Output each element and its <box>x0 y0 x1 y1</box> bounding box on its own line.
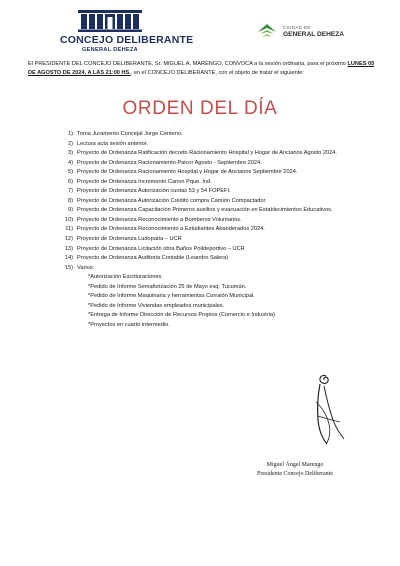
agenda-item-number: 7) <box>67 188 73 195</box>
agenda-item-number: 15) <box>64 264 73 271</box>
agenda-item-number: 6) <box>67 178 73 185</box>
agenda-item <box>62 225 384 235</box>
intro-text-start: El PRESIDENTE DEL CONCEJO DELIBERANTE, Sr. MIGUEL A. MARENGO, CONVOCA a la sesión ordinaria, para el próximo <box>28 61 348 67</box>
agenda-item-number: 14) <box>64 255 73 262</box>
agenda-item <box>62 235 384 245</box>
agenda-item <box>62 168 384 178</box>
varios-item <box>62 311 384 321</box>
agenda-item-text: Proyecto de Ordenanza Racionamiento Paicor Agosto - Septiembre 2024. <box>77 159 262 166</box>
agenda-item-number: 8) <box>67 197 73 204</box>
agenda-item-number: 1) <box>67 131 73 137</box>
varios-item-text: *Entrega de Informe Dirección de Recursos Propios (Comercio e Industria) <box>88 312 275 319</box>
agenda-item <box>62 264 384 274</box>
agenda-item-text: Lectura acta sesión anterior. <box>77 140 148 147</box>
agenda-item-number: 9) <box>67 207 73 214</box>
agenda-item-text: Proyecto de Ordenanza Racionamiento Hospital y Hogar de Ancianos Septiembre 2024. <box>77 169 298 176</box>
city-emblem-icon <box>257 23 277 41</box>
varios-item <box>62 302 384 312</box>
agenda-item <box>62 140 384 150</box>
agenda-item-text: Proyecto de Ordenanza Capacitación Primeros auxilios y evacuación en Establecimientos Educativos. <box>77 207 333 214</box>
agenda-item <box>62 197 384 207</box>
signatory-name: Miguel Ángel Marengo <box>266 462 324 468</box>
agenda-item <box>62 216 384 226</box>
agenda-item <box>62 206 384 216</box>
varios-item <box>62 292 384 302</box>
agenda-item-text: Proyecto de Ordenanza Ludopatía – UCR <box>77 236 182 243</box>
convocation-paragraph <box>28 60 378 79</box>
varios-item-text: *Pedido de Informe Semaforización 25 de Mayo esq. Tucumán. <box>88 283 247 290</box>
city-logo <box>257 22 347 42</box>
varios-item-text: *Proyectos en cuarto intermedio. <box>88 321 170 328</box>
intro-text-end: , en el CONCEJO DELIBERANTE, con el objeto de tratar el siguiente: <box>130 70 304 77</box>
agenda-item-text: Proyecto de Ordenanza Ratificación decreto Racionamiento Hospital y Hogar de Ancianos Agosto 2024. <box>77 150 337 157</box>
varios-item <box>62 283 384 293</box>
varios-item-text: *Pedido de Informe Maquinaria y herramientas Corralón Municipal. <box>88 293 255 300</box>
agenda-item-number: 13) <box>64 245 73 252</box>
city-prefix: CIUDAD DE <box>283 25 311 30</box>
agenda-item-text: Varios: <box>77 264 95 271</box>
signatory-block <box>210 461 380 479</box>
city-name: GENERAL DEHEZA <box>283 31 345 38</box>
agenda-item-text: Proyecto de Ordenanza Autorización cuotas 53 y 54 FOPEFI. <box>77 188 231 195</box>
agenda-item <box>62 254 384 264</box>
signatory-role: Presidente Concejo Deliberante <box>257 471 333 477</box>
agenda-item <box>62 159 384 169</box>
agenda-item <box>62 245 384 255</box>
agenda-item <box>62 149 384 159</box>
agenda-item <box>62 187 384 197</box>
agenda-item-number: 12) <box>64 236 73 243</box>
agenda-item-text: Proyecto de Ordenanza Reconocimiento a Estudiantes Abanderados 2024. <box>77 226 265 233</box>
page-title: ORDEN DEL DÍA <box>122 98 278 119</box>
agenda-item-number: 11) <box>65 226 73 233</box>
building-columns-icon <box>78 10 142 32</box>
agenda-item-text: Proyecto de Ordenanza Licitación obra Baños Polideportivo – UCR <box>77 245 245 252</box>
agenda-item-number: 3) <box>67 150 73 157</box>
agenda-item-number: 10) <box>64 216 73 223</box>
varios-item-text: *Autorización Escrituraciones. <box>88 274 163 281</box>
agenda-item <box>62 178 384 188</box>
varios-item <box>62 273 384 283</box>
agenda-list <box>62 130 384 330</box>
agenda-item-text: Proyecto de Ordenanza Autorización Crédito compra Camión Compactador. <box>77 197 267 204</box>
session-date: LUNES 05 DE AGOSTO DE 2024, A LAS 21:00 HS. <box>28 61 375 77</box>
org-subtitle: GENERAL DEHEZA <box>82 47 138 53</box>
agenda-item-number: 5) <box>67 169 73 176</box>
agenda-item-text: Proyecto de Ordenanza Reconocimiento a Bomberos Voluntarios. <box>77 216 242 223</box>
agenda-item-number: 2) <box>67 140 73 147</box>
concejo-logo <box>60 10 194 53</box>
agenda-item-text: Proyecto de Ordenanza Incremento Canon Pque. Ind. <box>77 178 212 185</box>
varios-item <box>62 321 384 331</box>
agenda-item-text: Toma Juramento Concejal Jorge Centeno. <box>77 131 183 137</box>
org-name: CONCEJO DELIBERANTE <box>60 34 194 46</box>
agenda-item <box>62 130 384 140</box>
agenda-item-number: 4) <box>67 159 73 166</box>
handwritten-signature <box>296 372 356 447</box>
varios-item-text: *Pedido de Informe Viviendas empleados municipales. <box>88 302 225 309</box>
agenda-item-text: Proyecto de Ordenanza Auditoria Contable (Leandro Salera) <box>77 255 229 262</box>
